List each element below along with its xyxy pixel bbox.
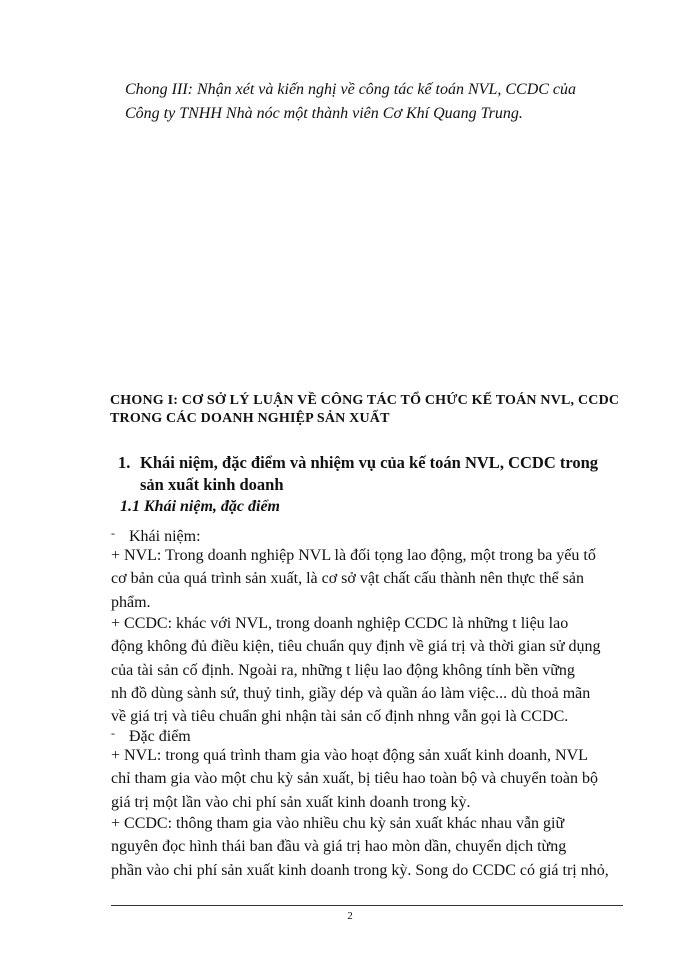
intro-line-2: Công ty TNHH Nhà nóc một thành viên Cơ Khí Quang Trung. <box>125 105 523 122</box>
paragraph-line: + CCDC: khác với NVL, trong doanh nghiệp CCDC là những t liệu lao <box>111 615 569 632</box>
chapter-line-1: CHONG I: CƠ SỞ LÝ LUẬN VỀ CÔNG TÁC TỔ CHỨC KẾ TOÁN NVL, CCDC <box>110 393 620 408</box>
paragraph-line: nh đồ dùng sành sứ, thuỷ tinh, giầy dép và quần áo làm việc... dù thoả mãn <box>111 684 591 702</box>
paragraph-line: phần vào chi phí sản xuất kinh doanh trong kỳ. Song do CCDC có giá trị nhỏ, <box>111 861 609 879</box>
bullet-dash: - <box>111 526 115 540</box>
paragraph-line: + NVL: trong quá trình tham gia vào hoạt động sản xuất kinh doanh, NVL <box>111 747 588 764</box>
paragraph-ccdc-definition <box>111 612 623 728</box>
footer-divider <box>111 905 623 906</box>
intro-line-1: Chong III: Nhận xét và kiến nghị về công tác kế toán NVL, CCDC của <box>125 81 577 98</box>
bullet-dash: - <box>111 726 115 740</box>
section-1-line-2: sản xuất kinh doanh <box>140 475 284 494</box>
chapter-three-intro <box>125 78 625 126</box>
page-number: 2 <box>347 910 353 922</box>
bullet-label: Đặc điểm <box>129 728 191 745</box>
paragraph-line: động không đủ điều kiện, tiêu chuẩn quy định về giá trị và thời gian sử dụng <box>111 638 601 656</box>
paragraph-ccdc-characteristics <box>111 812 623 882</box>
section-1-line-1: Khái niệm, đặc điểm và nhiệm vụ của kế toán NVL, CCDC trong <box>140 453 599 472</box>
paragraph-nvl-characteristics <box>111 744 623 814</box>
paragraph-nvl-definition <box>111 544 623 614</box>
paragraph-line: + NVL: Trong doanh nghiệp NVL là đối tọng lao động, một trong ba yếu tố <box>111 547 596 564</box>
paragraph-line: của tài sản cố định. Ngoài ra, những t liệu lao động không tính bền vững <box>111 661 575 679</box>
section-1-heading <box>118 452 628 496</box>
paragraph-line: cơ bản của quá trình sản xuất, là cơ sở vật chất cấu thành nên thực thể sản <box>111 570 584 588</box>
paragraph-line: + CCDC: thông tham gia vào nhiều chu kỳ sản xuất khác nhau vẫn giữ <box>111 815 565 832</box>
paragraph-line: nguyên đọc hình thái ban đầu và giá trị hao mòn dần, chuyển dịch từng <box>111 838 567 856</box>
chapter-line-2: TRONG CÁC DOANH NGHIỆP SẢN XUẤT <box>110 411 390 426</box>
chapter-one-heading <box>110 392 630 428</box>
paragraph-line: giá trị một lần vào chi phí sản xuất kinh doanh trong kỳ. <box>111 793 471 811</box>
section-1-1-heading: 1.1 Khái niệm, đặc điểm <box>120 498 280 515</box>
paragraph-line: chỉ tham gia vào một chu kỳ sản xuất, bị tiêu hao toàn bộ và chuyển toàn bộ <box>111 770 598 788</box>
paragraph-line: phẩm. <box>111 593 151 611</box>
bullet-label: Khái niệm: <box>129 528 201 545</box>
section-1-number: 1. <box>118 453 131 472</box>
paragraph-line: về giá trị và tiêu chuẩn ghi nhận tài sản cố định nhng vẫn gọi là CCDC. <box>111 708 569 726</box>
